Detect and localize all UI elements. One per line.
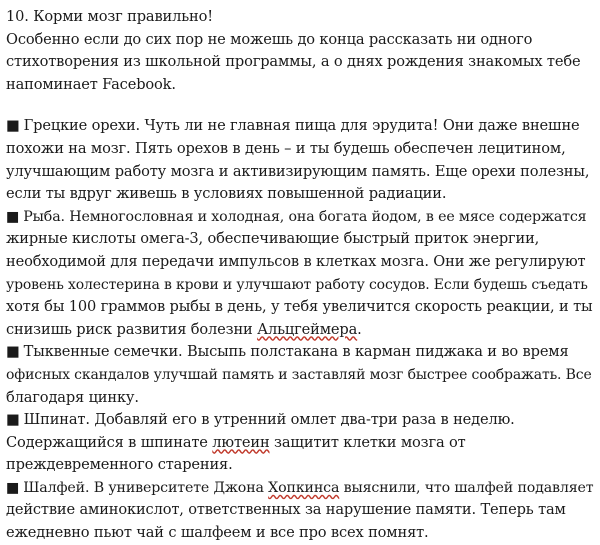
intro-line: стихотворения из школьной программы, а о днях рождения знакомых тебе [6, 53, 581, 71]
bullet-square-icon: ■ [6, 411, 20, 429]
fish-line: жирные кислоты омега-3, обеспечивающие быстрый приток энергии, [6, 230, 540, 248]
fish-line: снизишь риск развития болезни Альцгеймера. [6, 320, 362, 338]
bullet-square-icon: ■ [6, 117, 20, 135]
walnuts-line: улучшающим работу мозга и активизирующим память. Еще орехи полезны, [6, 162, 590, 180]
spinach-line: преждевременного старения. [6, 456, 233, 474]
sage-line: ■ Шалфей. В университете Джона Хопкинса выяснили, что шалфей подавляет [6, 479, 594, 496]
bullet-square-icon: ■ [6, 208, 20, 225]
spinach-line: ■ Шпинат. Добавляй его в утренний омлет два-три раза в неделю. [6, 411, 515, 429]
spinach-line: Содержащийся в шпинате лютеин защитит клетки мозга от [6, 433, 466, 451]
pumpkin-line: офисных скандалов улучшай память и заставляй мозг быстрее соображать. Все [6, 366, 592, 383]
pumpkin-line: ■ Тыквенные семечки. Высыпь полстакана в карман пиджака и во время [6, 343, 569, 361]
fish-line: необходимой для передачи импульсов в клетках мозга. Они же регулируют [6, 252, 586, 270]
pumpkin-line: благодаря цинку. [6, 388, 139, 406]
walnuts-line: похожи на мозг. Пять орехов в день – и ты будешь обеспечен лецитином, [6, 139, 566, 157]
paragraph-gap [6, 96, 594, 115]
sage-line: ежедневно пьют чай с шалфеем и все про всех помнят. [6, 524, 429, 542]
bullet-square-icon: ■ [6, 343, 20, 361]
sage-line: действие аминокислот, ответственных за нарушение памяти. Теперь там [6, 501, 566, 519]
spellcheck-word: лютеин [212, 433, 270, 451]
section-heading: 10. Корми мозг правильно! [6, 8, 213, 25]
fish-line: хотя бы 100 граммов рыбы в день, у тебя увеличится скорость реакции, и ты [6, 298, 593, 316]
bullet-square-icon: ■ [6, 479, 20, 496]
fish-line: уровень холестерина в крови и улучшают работу сосудов. Если будешь съедать [6, 276, 588, 293]
walnuts-line: ■ Грецкие орехи. Чуть ли не главная пища для эрудита! Они даже внешне [6, 117, 580, 135]
intro-line: напоминает Facebook. [6, 75, 176, 93]
fish-line: ■ Рыба. Немногословная и холодная, она богата йодом, в ее мясе содержатся [6, 208, 587, 225]
spellcheck-word: Альцгеймера [257, 320, 358, 338]
intro-line: Особенно если до сих пор не можешь до конца рассказать ни одного [6, 30, 533, 48]
walnuts-line: если ты вдруг живешь в условиях повышенной радиации. [6, 185, 447, 203]
spellcheck-word: Хопкинса [268, 479, 340, 496]
